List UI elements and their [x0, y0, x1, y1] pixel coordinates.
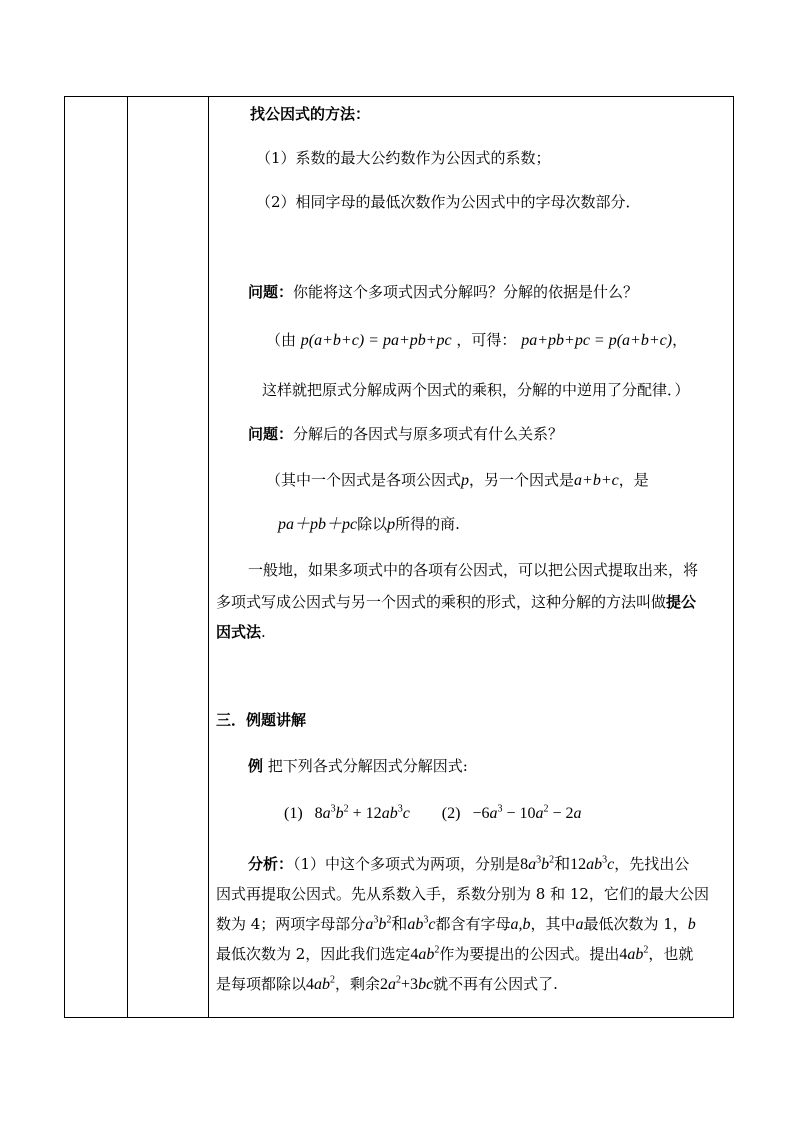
common-factor-2: $4ab^2$ [619, 944, 649, 963]
analysis-l4c: ，也就 [648, 945, 694, 963]
equation-distributive: p(a+b+c) = pa+pb+pc [300, 332, 452, 349]
example-item-2-no: (2) [441, 805, 461, 822]
analysis-l1b: ，先找出公 [614, 855, 690, 873]
answer-comma: ， [672, 331, 688, 349]
analysis-terms: $8a^3b^2$和$12ab^3c$ [520, 854, 615, 873]
analysis-l5b: ，剩余 [335, 975, 381, 993]
question-2-label: 问题： [248, 425, 294, 443]
question-1-answer-line2: 这样就把原式分解成两个因式的乘积，分解的中逆用了分配律．） [262, 381, 690, 399]
analysis-l3e: a [575, 916, 584, 933]
analysis-l1a: （1）中这个多项式为两项，分别是 [293, 855, 521, 873]
answer-mid: ，可得： [456, 331, 517, 349]
analysis-l3c: a,b [510, 916, 531, 933]
analysis-l4b: 作为要提出的公因式。提出 [439, 945, 620, 963]
analysis-l3b: 都含有字母 [435, 915, 511, 933]
definition-term-part2: 因式法 [216, 623, 262, 641]
question-2-text: 分解后的各因式与原多项式有什么关系？ [293, 425, 564, 443]
analysis-l3d: ，其中 [530, 915, 576, 933]
section-3-title: 三．例题讲解 [216, 711, 307, 729]
analysis-l3f: 最低次数为 1， [583, 915, 688, 933]
analysis-l3a: 数为 4；两项字母部分 [216, 915, 366, 933]
example-text: 把下列各式分解因式分解因式: [267, 757, 468, 775]
definition-term-part1: 提公 [666, 593, 697, 611]
q2-text: 除以 [357, 515, 388, 533]
equation-factored: pa+pb+pc = p(a+b+c) [521, 332, 673, 349]
remainder-expression: $2a^2+3bc$ [380, 974, 434, 993]
example-expression-1: $8a^3b^2 + 12ab^3c$ [314, 803, 410, 822]
answer-open: （由 [266, 331, 297, 349]
method-rule-2: （2）相同字母的最低次数作为公因式中的字母次数部分． [256, 193, 641, 211]
q2-ans-c: ，是 [618, 471, 649, 489]
q2-ans-abc: a+b+c [574, 472, 619, 489]
definition-line-2a: 多项式写成公因式与另一个因式的乘积的形式，这种分解的方法叫做 [216, 593, 667, 611]
q2-expr: pa＋pb＋pc [278, 516, 358, 533]
q2-p: p [387, 516, 396, 533]
analysis-l5a: 是每项都除以 [216, 975, 307, 993]
common-factor-3: $4ab^2$ [306, 974, 336, 993]
example-expression-2: $-6a^3 - 10a^2 - 2a$ [472, 803, 582, 822]
definition-period: . [261, 623, 266, 641]
question-1-label: 问题： [248, 283, 294, 301]
analysis-l4a: 最低次数为 2，因此我们选定 [216, 945, 411, 963]
example-item-1-no: (1) [284, 805, 303, 822]
q2-ans-b: ，另一个因式是 [469, 471, 575, 489]
method-rule-1: （1）系数的最大公约数作为公因式的系数； [256, 149, 551, 167]
column-divider-1 [127, 97, 128, 1017]
column-divider-2 [208, 97, 209, 1017]
common-factor-1: $4ab^2$ [410, 944, 440, 963]
method-title: 找公因式的方法： [250, 105, 371, 123]
question-1-text: 你能将这个多项式因式分解吗？分解的依据是什么？ [293, 283, 639, 301]
table-frame [64, 96, 734, 1018]
analysis-line-2: 因式再提取公因式。先从系数入手，系数分别为 8 和 12，它们的最大公因 [216, 885, 709, 903]
analysis-letter-parts: $a^3b^2$和$ab^3c$ [365, 914, 436, 933]
q2-end: 所得的商. [395, 515, 460, 533]
q2-ans-a: （其中一个因式是各项公因式 [266, 471, 462, 489]
analysis-l3g: b [687, 916, 696, 933]
definition-line-1: 一般地，如果多项式中的各项有公因式，可以把公因式提取出来，将 [248, 561, 699, 579]
analysis-l5c: 就不再有公因式了. [433, 975, 558, 993]
q2-ans-p: p [461, 472, 470, 489]
example-label: 例 [248, 757, 264, 775]
analysis-label: 分析： [248, 855, 294, 873]
